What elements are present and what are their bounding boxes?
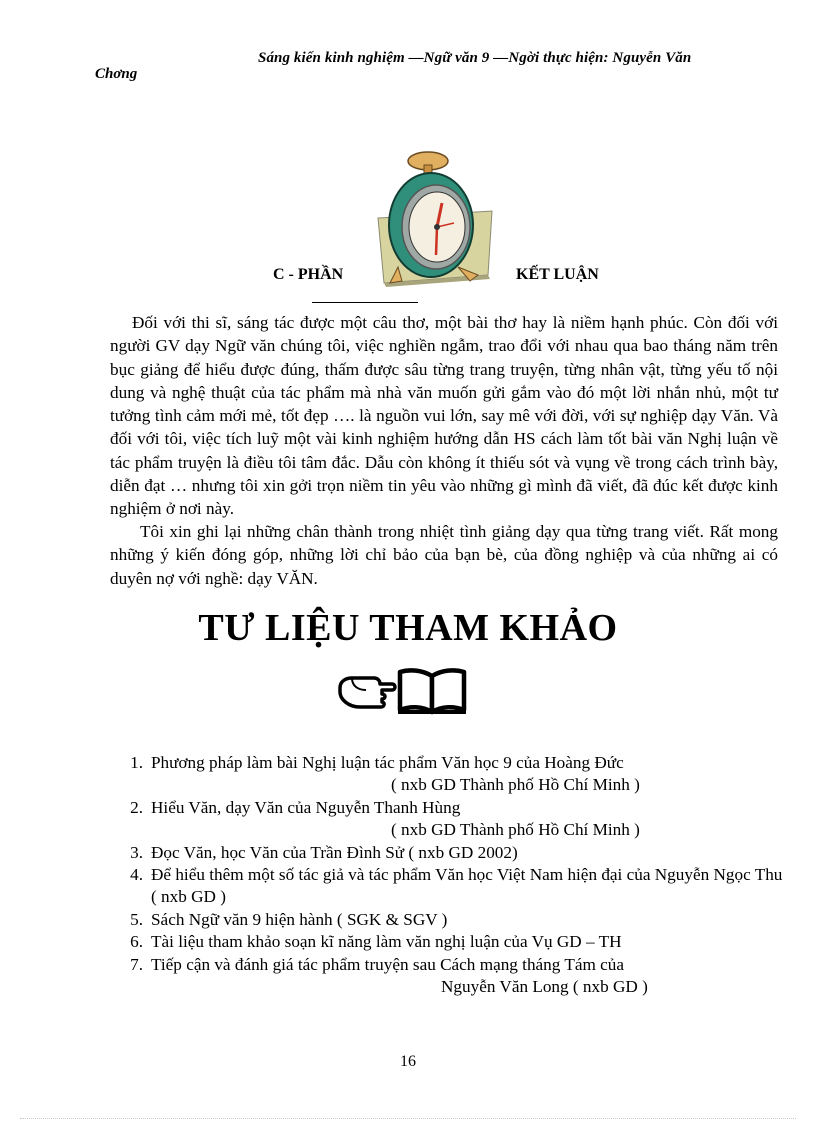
conclusion-paragraph-2: Tôi xin ghi lại những chân thành trong nhiệt tình giảng dạy qua từng trang viết. Rất mong những ý kiến đóng góp, những lời chỉ bảo của bạn bè, của đồng nghiệp và của những ai có duyên nợ với nghề: dạy VĂN. — [110, 522, 778, 588]
reference-number: 6. — [130, 932, 143, 952]
references-decoration — [338, 666, 468, 716]
reference-text: Hiểu Văn, dạy Văn của Nguyễn Thanh Hùng — [151, 797, 461, 817]
reference-item — [110, 931, 790, 953]
reference-item — [110, 909, 790, 931]
running-header-continued: Chơng — [95, 66, 138, 82]
conclusion-paragraph-1: Đối với thi sĩ, sáng tác được một câu thơ, một bài thơ hay là niềm hạnh phúc. Còn đối với người GV dạy Ngữ văn chúng tôi, việc nghiền ngẫm, trao đổi với nhau qua bao tháng năm trên bục giảng để hiểu được đúng, thấm được sâu từng trang truyện, từng nhân vật, từng yếu tố nội dung và nghệ thuật của tác phẩm mà nhà văn muốn gửi gắm vào đó một lời nhắn nhủ, một tư tưởng tình cảm mới mẻ, tốt đẹp …. là nguồn vui lớn, say mê với đời, với sự nghiệp dạy Văn. Và đối với tôi, việc tích luỹ một vài kinh nghiệm hướng dẫn HS cách làm tốt bài văn Nghị luận về tác phẩm truyện là điều tôi tâm đắc. Dẫu còn không ít thiếu sót và vụng về trong cách trình bày, diễn đạt … nhưng tôi xin gởi trọn niềm tin yêu vào những gì mình đã viết, đã đúc kết được kinh nghiệm ở nơi này. — [110, 313, 778, 519]
references-list — [110, 752, 790, 998]
open-book-icon — [398, 670, 466, 712]
reference-item — [110, 752, 790, 797]
reference-publisher: Nguyễn Văn Long ( nxb GD ) — [441, 977, 648, 997]
reference-text: Phương pháp làm bài Nghị luận tác phẩm Văn học 9 của Hoàng Đức — [151, 753, 624, 772]
reference-item — [110, 954, 790, 999]
reference-number: 7. — [130, 954, 143, 974]
running-header: Sáng kiến kinh nghiệm —Ngữ văn 9 —Ngời thực hiện: Nguyễn Văn — [258, 50, 692, 66]
reference-number: 2. — [130, 797, 143, 817]
reference-text: Tiếp cận và đánh giá tác phẩm truyện sau Cách mạng tháng Tám của — [151, 954, 624, 974]
reference-item — [110, 842, 790, 864]
references-title: TƯ LIỆU THAM KHẢO — [198, 607, 618, 649]
reference-number: 3. — [130, 842, 143, 862]
reference-text: Để hiểu thêm một số tác giả và tác phẩm Văn học Việt Nam hiện đại của Nguyễn Ngọc Thu ( nxb GD ) — [151, 865, 783, 907]
reference-item — [110, 797, 790, 842]
reference-text: Đọc Văn, học Văn của Trần Đình Sử ( nxb GD 2002) — [151, 842, 518, 862]
conclusion-heading-title: KẾT LUẬN — [516, 266, 599, 283]
pointing-hand-icon — [340, 678, 395, 707]
heading-underline — [312, 302, 418, 303]
reference-text: Sách Ngữ văn 9 hiện hành ( SGK & SGV ) — [151, 909, 448, 929]
alarm-clock-icon — [370, 143, 500, 293]
reference-publisher: ( nxb GD Thành phố Hồ Chí Minh ) — [391, 775, 640, 795]
page-bottom-border — [20, 1118, 796, 1119]
reference-item — [110, 864, 790, 909]
page-number: 16 — [400, 1053, 416, 1070]
reference-number: 1. — [130, 753, 143, 772]
reference-number: 5. — [130, 909, 143, 929]
conclusion-heading-part: C - PHẦN — [273, 266, 344, 283]
reference-number: 4. — [130, 865, 143, 885]
reference-text: Tài liệu tham khảo soạn kĩ năng làm văn nghị luận của Vụ GD – TH — [151, 932, 622, 952]
reference-publisher: ( nxb GD Thành phố Hồ Chí Minh ) — [391, 820, 640, 840]
